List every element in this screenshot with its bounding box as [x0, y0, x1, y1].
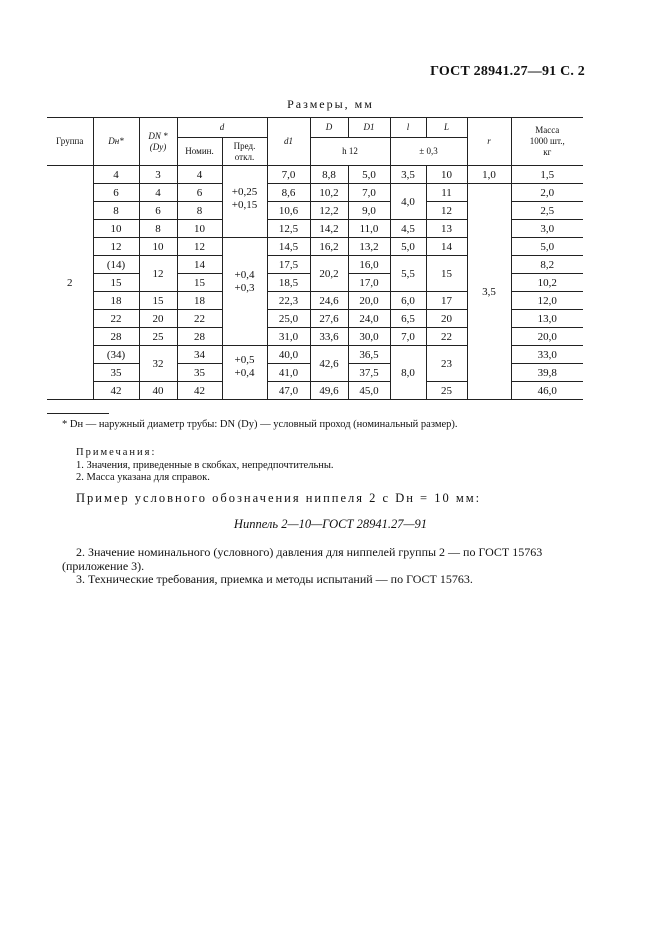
L-cell: 11 — [426, 184, 467, 202]
D-cell: 20,2 — [310, 256, 348, 292]
dny-cell: 4 — [139, 184, 177, 202]
mass-cell: 5,0 — [511, 238, 583, 256]
pred-line1: Пред. — [233, 140, 256, 151]
dny-cell: 12 — [139, 256, 177, 292]
D1-cell: 45,0 — [348, 382, 390, 400]
D1-cell: 7,0 — [348, 184, 390, 202]
paragraph-3: 3. Технические требования, приемка и методы испытаний — по ГОСТ 15763. — [76, 572, 473, 586]
mass-cell: 3,0 — [511, 220, 583, 238]
r-cell: 3,5 — [467, 184, 511, 400]
col-L-header: L — [426, 118, 467, 138]
mass-cell: 13,0 — [511, 310, 583, 328]
dny-cell: 32 — [139, 346, 177, 382]
L-cell: 14 — [426, 238, 467, 256]
mass-line2: 1000 шт., — [529, 136, 565, 146]
table-body — [47, 166, 583, 400]
col-r-header: r — [467, 118, 511, 166]
d1-cell: 17,5 — [267, 256, 310, 274]
l-cell: 4,5 — [390, 220, 426, 238]
D1-cell: 36,5 — [348, 346, 390, 364]
mass-cell: 2,0 — [511, 184, 583, 202]
dnom-cell: 14 — [177, 256, 222, 274]
tol-h12: h 12 — [310, 138, 390, 166]
d1-cell: 31,0 — [267, 328, 310, 346]
pred-cell: +0,4 +0,3 — [222, 238, 267, 346]
L-cell: 10 — [426, 166, 467, 184]
dn-cell: 42 — [93, 382, 139, 400]
d1-cell: 25,0 — [267, 310, 310, 328]
dnom-cell: 8 — [177, 202, 222, 220]
col-dnom-header: Номин. — [177, 138, 222, 166]
dny-line2: (Dу) — [149, 141, 167, 152]
mass-cell: 2,5 — [511, 202, 583, 220]
mass-cell: 20,0 — [511, 328, 583, 346]
col-l-header: l — [390, 118, 426, 138]
col-dn-header: Dн* — [93, 118, 139, 166]
dn-cell: 10 — [93, 220, 139, 238]
dny-cell: 40 — [139, 382, 177, 400]
D-cell: 27,6 — [310, 310, 348, 328]
mass-line1: Масса — [535, 125, 560, 135]
D-cell: 14,2 — [310, 220, 348, 238]
dny-cell: 8 — [139, 220, 177, 238]
dn-cell: 28 — [93, 328, 139, 346]
dn-cell: (34) — [93, 346, 139, 364]
dn-cell: 22 — [93, 310, 139, 328]
dn-cell: 15 — [93, 274, 139, 292]
l-cell: 5,0 — [390, 238, 426, 256]
L-cell: 22 — [426, 328, 467, 346]
col-d1-header: d1 — [267, 118, 310, 166]
note-item: 2. Масса указана для справок. — [76, 472, 210, 483]
l-cell: 7,0 — [390, 328, 426, 346]
D1-cell: 17,0 — [348, 274, 390, 292]
L-cell: 17 — [426, 292, 467, 310]
d1-cell: 22,3 — [267, 292, 310, 310]
L-cell: 25 — [426, 382, 467, 400]
D1-cell: 9,0 — [348, 202, 390, 220]
d1-cell: 12,5 — [267, 220, 310, 238]
D-cell: 42,6 — [310, 346, 348, 382]
D-cell: 49,6 — [310, 382, 348, 400]
D-cell: 16,2 — [310, 238, 348, 256]
mass-cell: 39,8 — [511, 364, 583, 382]
notes — [76, 447, 334, 485]
col-dny-header — [139, 118, 177, 166]
L-cell: 20 — [426, 310, 467, 328]
L-cell: 23 — [426, 346, 467, 382]
dnom-cell: 6 — [177, 184, 222, 202]
page-header: ГОСТ 28941.27—91 С. 2 — [430, 64, 585, 79]
dn-cell: 8 — [93, 202, 139, 220]
L-cell: 12 — [426, 202, 467, 220]
mass-cell: 12,0 — [511, 292, 583, 310]
tol-03: ± 0,3 — [390, 138, 467, 166]
l-cell: 6,5 — [390, 310, 426, 328]
d1-cell: 18,5 — [267, 274, 310, 292]
D-cell: 33,6 — [310, 328, 348, 346]
D1-cell: 11,0 — [348, 220, 390, 238]
dimensions-table — [47, 117, 583, 400]
D1-cell: 30,0 — [348, 328, 390, 346]
col-D1-header: D1 — [348, 118, 390, 138]
D1-cell: 13,2 — [348, 238, 390, 256]
notes-title: Примечания: — [76, 447, 157, 458]
d1-cell: 41,0 — [267, 364, 310, 382]
pred-cell: +0,5 +0,4 — [222, 346, 267, 400]
dnom-cell: 35 — [177, 364, 222, 382]
D-cell: 8,8 — [310, 166, 348, 184]
dnom-cell: 15 — [177, 274, 222, 292]
group-cell: 2 — [47, 166, 93, 400]
footnote: * Dн — наружный диаметр трубы: DN (Dу) — условный проход (номинальный размер). — [62, 419, 458, 430]
D1-cell: 37,5 — [348, 364, 390, 382]
D-cell: 12,2 — [310, 202, 348, 220]
pred-cell: +0,25 +0,15 — [222, 166, 267, 238]
dny-cell: 3 — [139, 166, 177, 184]
dnom-cell: 18 — [177, 292, 222, 310]
example-line — [76, 491, 481, 506]
dnom-cell: 12 — [177, 238, 222, 256]
l-cell: 8,0 — [390, 346, 426, 400]
mass-cell: 8,2 — [511, 256, 583, 274]
dny-cell: 25 — [139, 328, 177, 346]
dnom-cell: 42 — [177, 382, 222, 400]
mass-line3: кг — [543, 147, 552, 157]
l-cell: 6,0 — [390, 292, 426, 310]
d1-cell: 47,0 — [267, 382, 310, 400]
col-mass-header — [511, 118, 583, 166]
dn-cell: 4 — [93, 166, 139, 184]
D1-cell: 24,0 — [348, 310, 390, 328]
mass-cell: 46,0 — [511, 382, 583, 400]
r-cell: 1,0 — [467, 166, 511, 184]
dnom-cell: 28 — [177, 328, 222, 346]
dn-cell: 12 — [93, 238, 139, 256]
dny-cell: 10 — [139, 238, 177, 256]
col-d-header: d — [177, 118, 267, 138]
mass-cell: 10,2 — [511, 274, 583, 292]
dny-cell: 15 — [139, 292, 177, 310]
mass-cell: 1,5 — [511, 166, 583, 184]
l-cell: 3,5 — [390, 166, 426, 184]
col-D-header: D — [310, 118, 348, 138]
dnom-cell: 10 — [177, 220, 222, 238]
d1-cell: 10,6 — [267, 202, 310, 220]
col-group-header: Группа — [56, 136, 84, 146]
l-cell: 4,0 — [390, 184, 426, 220]
dn-cell: 18 — [93, 292, 139, 310]
dny-cell: 6 — [139, 202, 177, 220]
paragraph-2: 2. Значение номинального (условного) давления для ниппелей группы 2 — по ГОСТ 15763 (приложение 3). — [62, 545, 543, 573]
dn-cell: (14) — [93, 256, 139, 274]
dn-cell: 6 — [93, 184, 139, 202]
example-text: Пример условного обозначения ниппеля 2 с Dн = 10 мм: — [76, 491, 482, 505]
d1-cell: 14,5 — [267, 238, 310, 256]
L-cell: 15 — [426, 256, 467, 292]
col-pred-header — [222, 138, 267, 166]
D1-cell: 20,0 — [348, 292, 390, 310]
table-caption — [0, 97, 661, 112]
d1-cell: 8,6 — [267, 184, 310, 202]
l-cell: 5,5 — [390, 256, 426, 292]
D1-cell: 5,0 — [348, 166, 390, 184]
D-cell: 10,2 — [310, 184, 348, 202]
mass-cell: 33,0 — [511, 346, 583, 364]
designation: Ниппель 2—10—ГОСТ 28941.27—91 — [233, 517, 428, 531]
caption-text: Размеры, мм — [287, 97, 374, 111]
pred-line2: откл. — [234, 151, 255, 162]
dnom-cell: 4 — [177, 166, 222, 184]
dny-cell: 20 — [139, 310, 177, 328]
dny-line1: DN * — [148, 130, 168, 141]
note-item: 1. Значения, приведенные в скобках, непредпочтительны. — [76, 459, 334, 471]
dnom-cell: 22 — [177, 310, 222, 328]
d1-cell: 40,0 — [267, 346, 310, 364]
D1-cell: 16,0 — [348, 256, 390, 274]
d1-cell: 7,0 — [267, 166, 310, 184]
dnom-cell: 34 — [177, 346, 222, 364]
dn-cell: 35 — [93, 364, 139, 382]
L-cell: 13 — [426, 220, 467, 238]
footnote-rule — [47, 413, 109, 414]
D-cell: 24,6 — [310, 292, 348, 310]
